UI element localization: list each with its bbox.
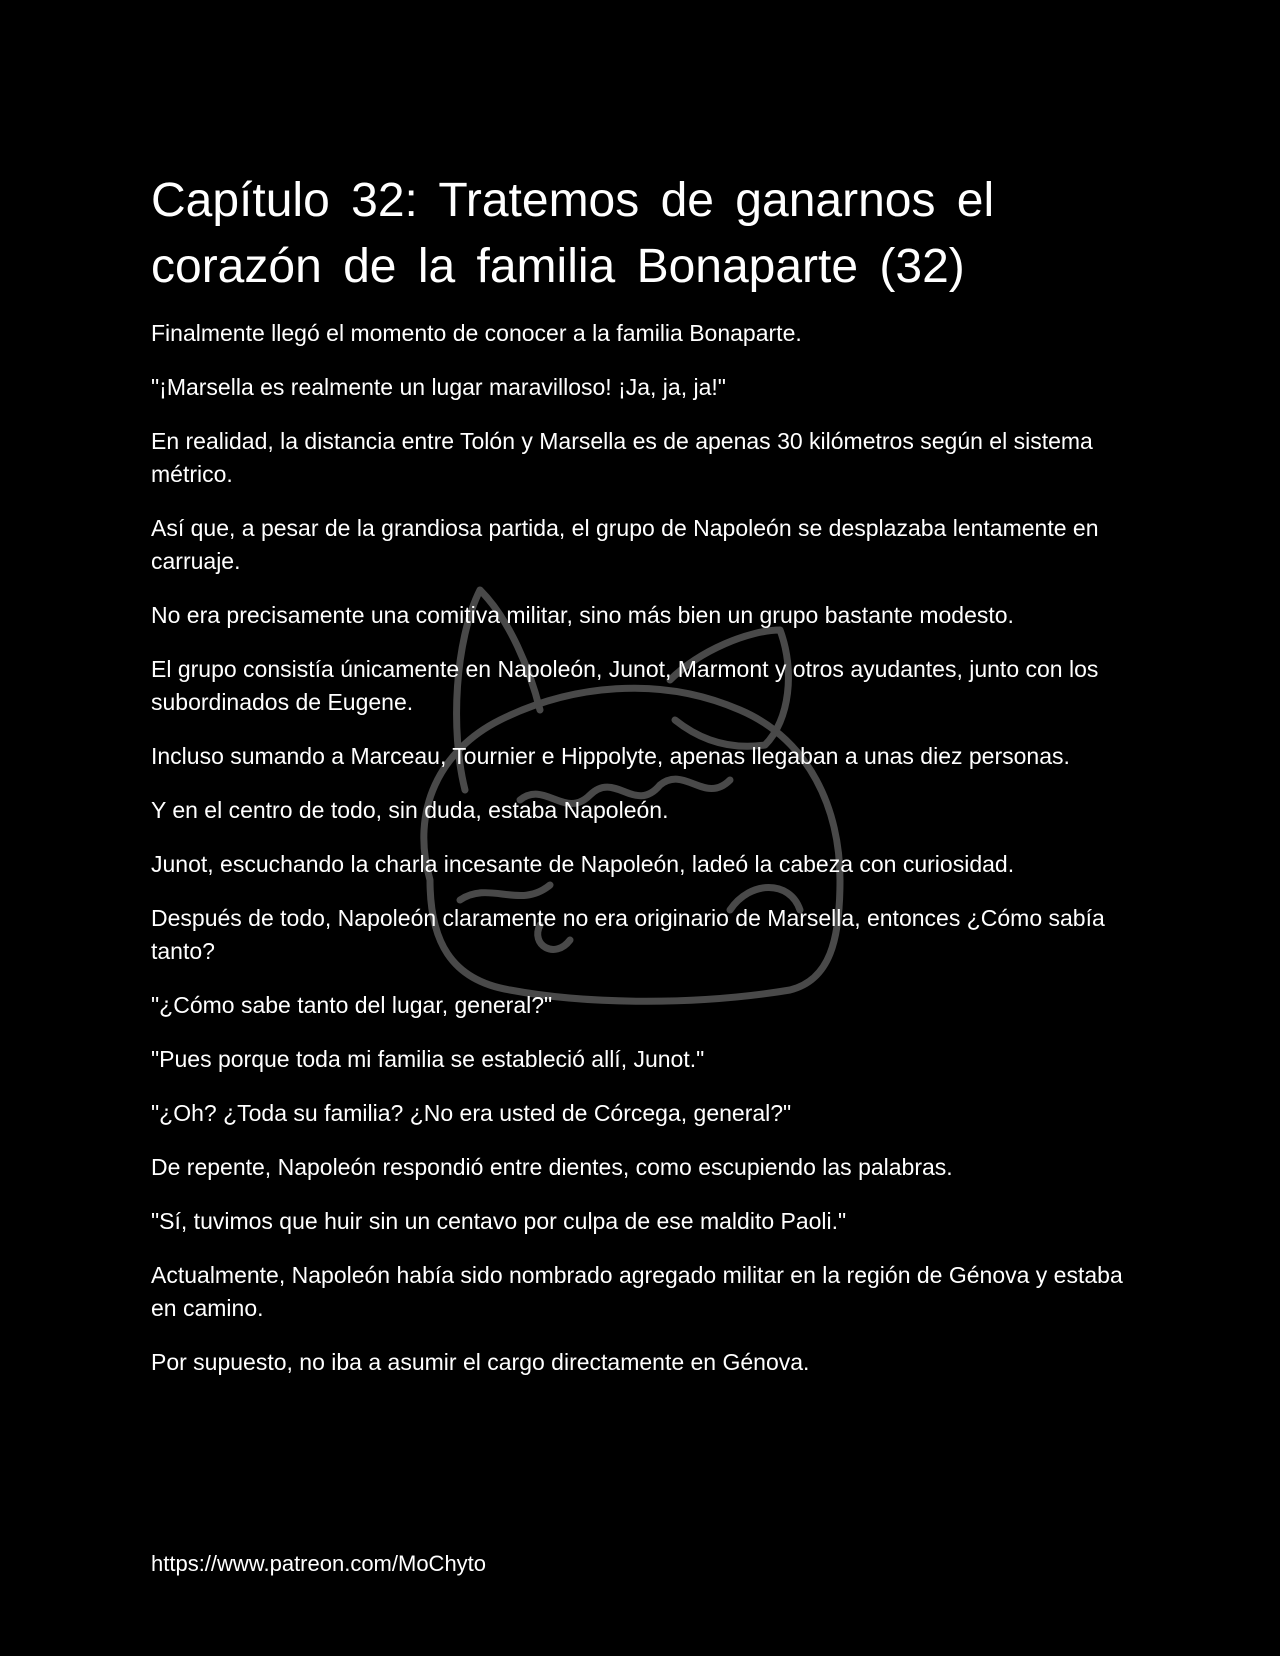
paragraph-7: Incluso sumando a Marceau, Tournier e Hippolyte, apenas llegaban a unas diez personas.: [151, 743, 1070, 769]
paragraph-16: Actualmente, Napoleón había sido nombrado agregado militar en la región de Génova y estaba en camino.: [151, 1262, 1123, 1321]
paragraph-12: "Pues porque toda mi familia se estableció allí, Junot.": [151, 1046, 705, 1072]
patreon-link[interactable]: https://www.patreon.com/MoChyto: [151, 1551, 487, 1576]
paragraph-17: Por supuesto, no iba a asumir el cargo directamente en Génova.: [151, 1349, 810, 1375]
paragraph-9: Junot, escuchando la charla incesante de Napoleón, ladeó la cabeza con curiosidad.: [151, 851, 1015, 877]
paragraph-5: No era precisamente una comitiva militar, sino más bien un grupo bastante modesto.: [151, 602, 1014, 628]
paragraph-3: En realidad, la distancia entre Tolón y Marsella es de apenas 30 kilómetros según el sistema métrico.: [151, 428, 1093, 487]
paragraph-10: Después de todo, Napoleón claramente no era originario de Marsella, entonces ¿Cómo sabía tanto?: [151, 905, 1105, 964]
paragraph-2: "¡Marsella es realmente un lugar maravilloso! ¡Ja, ja, ja!": [151, 374, 726, 400]
paragraph-6: El grupo consistía únicamente en Napoleón, Junot, Marmont y otros ayudantes, junto con los subordinados de Eugene.: [151, 656, 1099, 715]
paragraph-15: "Sí, tuvimos que huir sin un centavo por culpa de ese maldito Paoli.": [151, 1208, 847, 1234]
paragraph-14: De repente, Napoleón respondió entre dientes, como escupiendo las palabras.: [151, 1154, 953, 1180]
paragraph-8: Y en el centro de todo, sin duda, estaba Napoleón.: [151, 797, 669, 823]
chapter-title: Capítulo 32: Tratemos de ganarnos el corazón de la familia Bonaparte (32): [151, 174, 995, 293]
paragraph-13: "¿Oh? ¿Toda su familia? ¿No era usted de Córcega, general?": [151, 1100, 792, 1126]
paragraph-1: Finalmente llegó el momento de conocer a la familia Bonaparte.: [151, 320, 802, 346]
paragraph-4: Así que, a pesar de la grandiosa partida, el grupo de Napoleón se desplazaba lentamente en carruaje.: [151, 515, 1099, 574]
paragraph-11: "¿Cómo sabe tanto del lugar, general?": [151, 992, 553, 1018]
document-body: [151, 168, 1141, 1400]
